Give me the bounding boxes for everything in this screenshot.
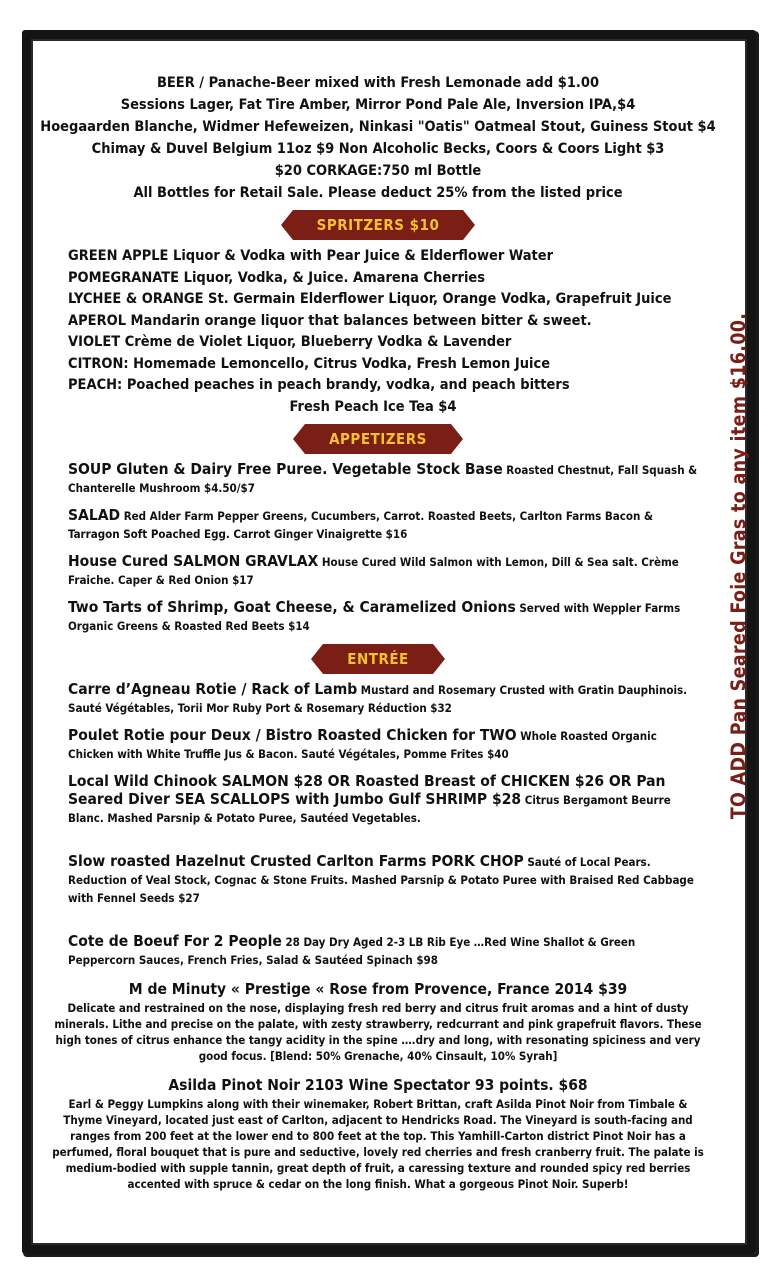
item-name: Cote de Boeuf For 2 People (68, 932, 282, 950)
item-name: Carre d’Agneau Rotie / Rack of Lamb (68, 680, 358, 698)
spritzer-item: POMEGRANATE Liquor, Vodka, & Juice. Amarena Cherries (68, 269, 486, 286)
item-desc: Roasted Chestnut, Fall Squash & Chanterelle Mushroom $4.50/$7 (68, 463, 698, 495)
item-desc: Citrus Bergamont Beurre Blanc. Mashed Parsnip & Potato Puree, Sautéed Vegetables. (68, 793, 671, 825)
beer-line: BEER / Panache-Beer mixed with Fresh Lemonade add $1.00 (156, 75, 600, 91)
beer-line: Chimay & Duvel Belgium 11oz $9 Non Alcoholic Becks, Coors & Coors Light $3 (91, 141, 665, 157)
entrees-list (38, 680, 718, 968)
item-desc: Served with Weppler Farms Organic Greens & Roasted Red Beets $14 (68, 601, 681, 633)
spritzer-item: VIOLET Crème de Violet Liquor, Blueberry Vodka & Lavender (68, 334, 512, 350)
entree-item (38, 932, 718, 968)
beer-line: Hoegaarden Blanche, Widmer Hefeweizen, Ninkasi "Oatis" Oatmeal Stout, Guiness Stout $4 (40, 119, 716, 135)
wine-feature (38, 978, 718, 1064)
item-name: Two Tarts of Shrimp, Goat Cheese, & Caramelized Onions (68, 598, 516, 616)
foie-gras-side-note: TO ADD Pan Seared Foie Gras to any item $16.00. (727, 312, 750, 820)
item-desc: Sauté of Local Pears. Reduction of Veal Stock, Cognac & Stone Fruits. Mashed Parsnip & Potato Puree with Braised Red Cabbage with Fennel Seeds $27 (68, 855, 694, 905)
item-desc: House Cured Wild Salmon with Lemon, Dill & Sea salt. Crème Fraiche. Caper & Red Onion $17 (68, 555, 679, 587)
spritzers-banner: SPRITZERS $10 (293, 210, 464, 240)
entree-banner: ENTRÉE (323, 644, 433, 674)
spritzer-item: LYCHEE & ORANGE St. Germain Elderflower Liquor, Orange Vodka, Grapefruit Juice (68, 291, 672, 307)
beer-line: All Bottles for Retail Sale. Please deduct 25% from the listed price (133, 185, 623, 201)
entree-item (38, 726, 718, 762)
menu-content (38, 72, 718, 1192)
beer-line: Sessions Lager, Fat Tire Amber, Mirror Pond Pale Ale, Inversion IPA,$4 (120, 97, 636, 113)
wine-title: M de Minuty « Prestige « Rose from Provence, France 2014 $39 (128, 980, 628, 998)
wine-description: Delicate and restrained on the nose, displaying fresh red berry and citrus fruit aromas and a hint of dusty minerals. Lithe and precise on the palate, with zesty strawberry, redcurrant and pink grapefruit flavors. These high tones of citrus enhance the tangy acidity in the spine ….dry and long, with resonating spiciness and very good focus. [Blend: 50% Grenache, 40% Cinsault, 10% Syrah] (54, 1001, 702, 1063)
wine-description: Earl & Peggy Lumpkins along with their winemaker, Robert Brittan, craft Asilda Pinot Noir from Timbale & Thyme Vineyard, located just east of Carlton, adjacent to Hendricks Road. The Vineyard is south-facing and ranges from 200 feet at the lower end to 800 feet at the top. This Yamhill-Carton district Pinot Noir has a perfumed, floral bouquet that is pure and seductive, lovely red cherries and fresh cranberry fruit. The palate is medium-bodied with supple tannin, great depth of fruit, a caressing texture and rounded spicy red berries accented with spruce & cedar on the long finish. What a gorgeous Pinot Noir. Superb! (52, 1097, 704, 1191)
wine-title: Asilda Pinot Noir 2103 Wine Spectator 93 points. $68 (168, 1076, 588, 1094)
spritzers-list (38, 246, 718, 418)
appetizer-item (38, 460, 718, 496)
spritzer-item: CITRON: Homemade Lemoncello, Citrus Vodka, Fresh Lemon Juice (68, 355, 551, 372)
wine-feature (38, 1074, 718, 1192)
spritzer-extra: Fresh Peach Ice Tea $4 (289, 398, 457, 415)
appetizers-banner: APPETIZERS (305, 424, 451, 454)
item-name: SALAD (68, 506, 121, 524)
entree-item (38, 852, 718, 906)
spritzer-item: GREEN APPLE Liquor & Vodka with Pear Juice & Elderflower Water (68, 248, 554, 264)
beer-section (38, 72, 718, 204)
item-desc: Mustard and Rosemary Crusted with Gratin Dauphinois. Sauté Végétables, Torii Mor Ruby Port & Rosemary Réduction $32 (68, 683, 688, 715)
item-name: SOUP Gluten & Dairy Free Puree. Vegetable Stock Base (68, 460, 503, 478)
item-desc: Red Alder Farm Pepper Greens, Cucumbers, Carrot. Roasted Beets, Carlton Farms Bacon & Tarragon Soft Poached Egg. Carrot Ginger Vinaigrette $16 (68, 509, 653, 541)
item-name: Poulet Rotie pour Deux / Bistro Roasted Chicken for TWO (68, 726, 517, 744)
appetizer-item (38, 552, 718, 588)
entree-item (38, 772, 718, 826)
item-desc: 28 Day Dry Aged 2-3 LB Rib Eye …Red Wine Shallot & Green Peppercorn Sauces, French Fries, Salad & Sautéed Spinach $98 (68, 935, 636, 967)
item-name: Local Wild Chinook SALMON $28 OR Roasted Breast of CHICKEN $26 OR Pan Seared Diver SEA SCALLOPS with Jumbo Gulf SHRIMP $28 (68, 772, 666, 808)
appetizers-list (38, 460, 718, 634)
item-name: House Cured SALMON GRAVLAX (68, 552, 319, 570)
spritzer-item: APEROL Mandarin orange liquor that balances between bitter & sweet. (68, 312, 592, 329)
item-desc: Whole Roasted Organic Chicken with White Truffle Jus & Bacon. Sauté Végétales, Pomme Frites $40 (68, 729, 657, 761)
entree-item (38, 680, 718, 716)
spritzer-item: PEACH: Poached peaches in peach brandy, vodka, and peach bitters (68, 377, 570, 393)
item-name: Slow roasted Hazelnut Crusted Carlton Farms PORK CHOP (68, 852, 524, 870)
appetizer-item (38, 598, 718, 634)
beer-line: $20 CORKAGE:750 ml Bottle (274, 163, 482, 179)
appetizer-item (38, 506, 718, 542)
